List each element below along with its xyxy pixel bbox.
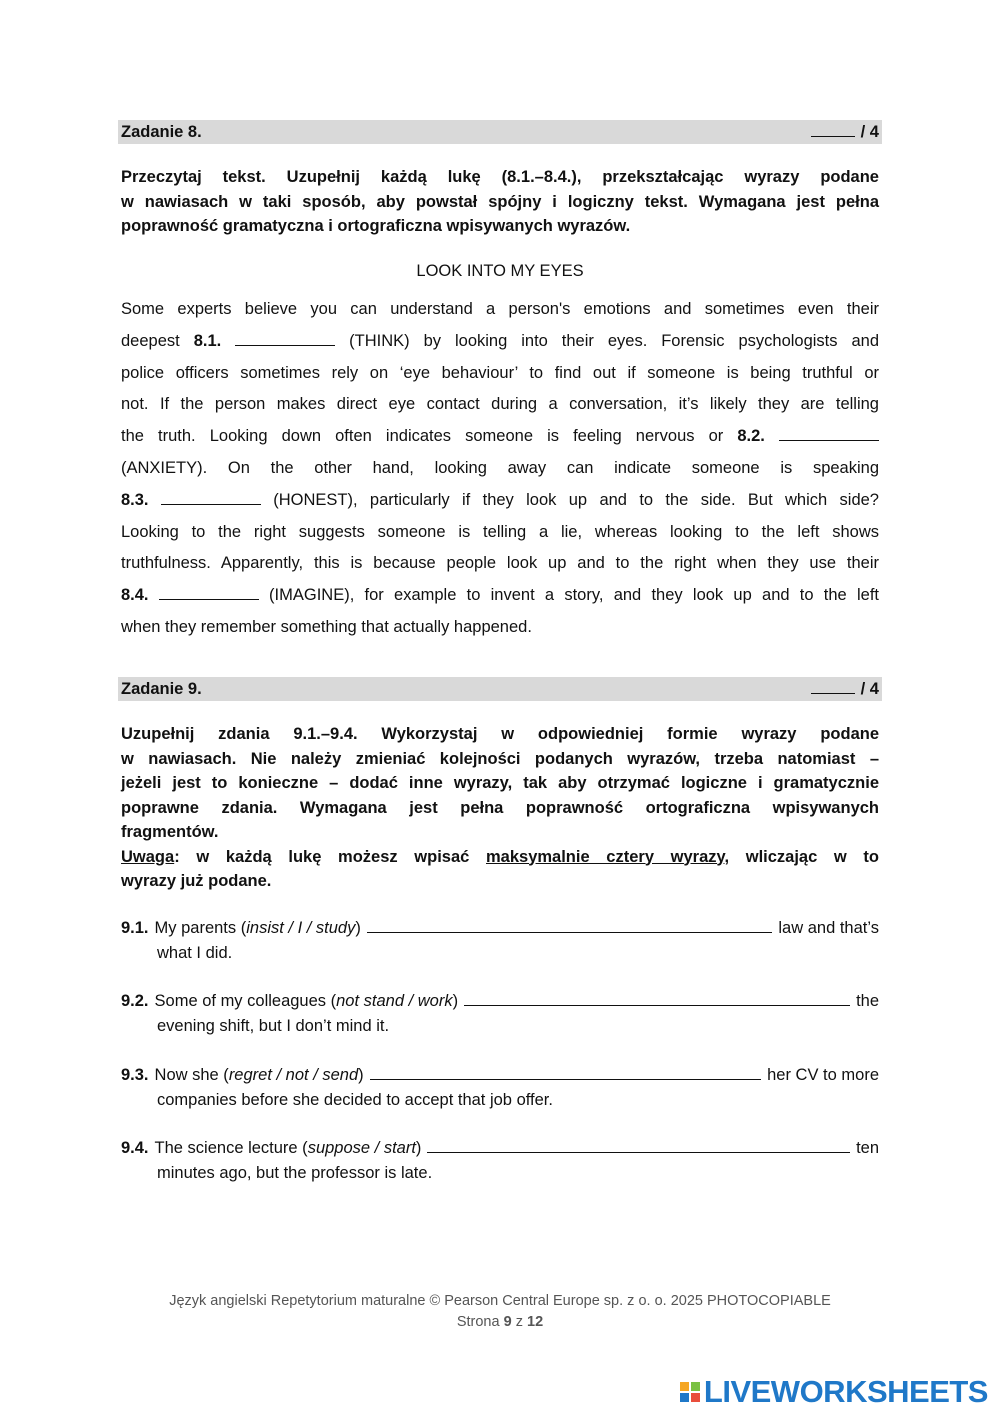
note-label: Uwaga <box>121 847 175 866</box>
text-line: police officers sometimes rely on ‘eye behaviour’ to find out if someone is being truthful or <box>121 363 879 382</box>
task9-instruction-line: jeżeli jest to konieczne – dodać inne wyrazy, tak aby otrzymać logiczne i gramatycznie <box>121 774 879 792</box>
text-line: truthfulness. Apparently, this is because people look up and to the right when they use their <box>121 554 879 573</box>
list-item: 9.1. My parents ( insist / I / study ) law and that’s what I did. <box>121 916 879 965</box>
task9-title: Zadanie 9. <box>121 679 202 698</box>
logo-tile <box>680 1393 689 1402</box>
list-item: 9.3. Now she ( regret / not / send ) her CV to more companies before she decided to accept that job offer. <box>121 1063 879 1112</box>
text-line: not. If the person makes direct eye contact during a conversation, it’s likely they are telling <box>121 395 879 414</box>
text-line: (ANXIETY). On the other hand, looking away can indicate someone is speaking <box>121 458 879 477</box>
text-line: when they remember something that actually happened. <box>121 617 532 636</box>
logo-tile <box>691 1393 700 1402</box>
gap-8-1[interactable] <box>235 329 335 346</box>
gap-label-8-1: 8.1. <box>193 331 222 350</box>
logo-text: LIVEWORKSHEETS <box>703 1374 988 1409</box>
gap-8-3[interactable] <box>161 488 261 505</box>
text-line: 8.3. (HONEST), particularly if they look up and to the side. But which side? <box>121 485 879 517</box>
task9-score-blank[interactable] <box>811 679 855 694</box>
text-title: LOOK INTO MY EYES <box>416 262 584 280</box>
task9-instruction-line: w nawiasach. Nie należy zmieniać kolejności podanych wyrazów, trzeba natomiast – <box>121 749 879 768</box>
task9-header <box>118 677 882 701</box>
answer-9-3[interactable] <box>370 1063 761 1080</box>
note-line: wyrazy już podane. <box>121 872 272 890</box>
text-line: Looking to the right suggests someone is telling a lie, whereas looking to the left shows <box>121 522 879 541</box>
answer-9-1[interactable] <box>367 916 773 933</box>
gap-label-8-3: 8.3. <box>121 490 149 509</box>
answer-9-2[interactable] <box>464 989 850 1006</box>
text-line: deepest 8.1. (THINK) by looking into their eyes. Forensic psychologists and <box>121 326 879 358</box>
logo-tile <box>680 1382 689 1391</box>
gap-label-8-4: 8.4. <box>121 586 149 605</box>
logo-tile <box>691 1382 700 1391</box>
task8-header <box>118 120 882 144</box>
list-item: 9.2. Some of my colleagues ( not stand / work ) the evening shift, but I don’t mind it. <box>121 989 879 1038</box>
task8-instruction-line: w nawiasach w taki sposób, aby powstał spójny i logiczny tekst. Wymagana jest pełna <box>121 192 879 211</box>
task9-instruction-line: fragmentów. <box>121 823 219 841</box>
page-number: Strona 9 z 12 <box>456 1314 544 1330</box>
liveworksheets-logo <box>680 1374 988 1410</box>
gap-label-8-2: 8.2. <box>737 427 765 446</box>
list-item: 9.4. The science lecture ( suppose / start ) ten minutes ago, but the professor is late. <box>121 1136 879 1185</box>
text-line: Some experts believe you can understand a person's emotions and sometimes even their <box>121 300 879 318</box>
task8-text <box>121 294 879 644</box>
task8-score: / 4 <box>811 122 879 142</box>
page-footer <box>0 1291 1000 1333</box>
note-line: Uwaga: w każdą lukę możesz wpisać maksymalnie cztery wyrazy, wliczając w to <box>121 847 880 866</box>
answer-9-4[interactable] <box>427 1136 850 1153</box>
gap-8-2[interactable] <box>779 424 879 441</box>
task8-instruction-line: poprawność gramatyczna i ortograficzna wpisywanych wyrazów. <box>121 217 631 235</box>
text-line: 8.4. (IMAGINE), for example to invent a story, and they look up and to the left <box>121 580 879 612</box>
gap-8-4[interactable] <box>159 583 259 600</box>
task9-instruction-line: poprawne zdania. Wymagana jest pełna poprawność ortograficzna wpisywanych <box>121 798 879 817</box>
task9-instruction <box>121 722 879 894</box>
note-limit: maksymalnie cztery wyrazy <box>486 847 725 866</box>
logo-tiles-icon <box>680 1382 700 1402</box>
text-line: the truth. Looking down often indicates someone is feeling nervous or 8.2. <box>121 421 879 453</box>
copyright-line: Język angielski Repetytorium maturalne © Pearson Central Europe sp. z o. o. 2025 PHOTOCOPIABLE <box>169 1293 831 1309</box>
task8-title: Zadanie 8. <box>121 122 202 141</box>
task8-score-blank[interactable] <box>811 122 855 137</box>
task8-instruction-line: Przeczytaj tekst. Uzupełnij każdą lukę (8.1.–8.4.), przekształcając wyrazy podane <box>121 168 879 186</box>
task9-instruction-line: Uzupełnij zdania 9.1.–9.4. Wykorzystaj w odpowiedniej formie wyrazy podane <box>121 725 879 743</box>
task9-score: / 4 <box>811 679 879 699</box>
task8-instruction <box>121 165 879 239</box>
